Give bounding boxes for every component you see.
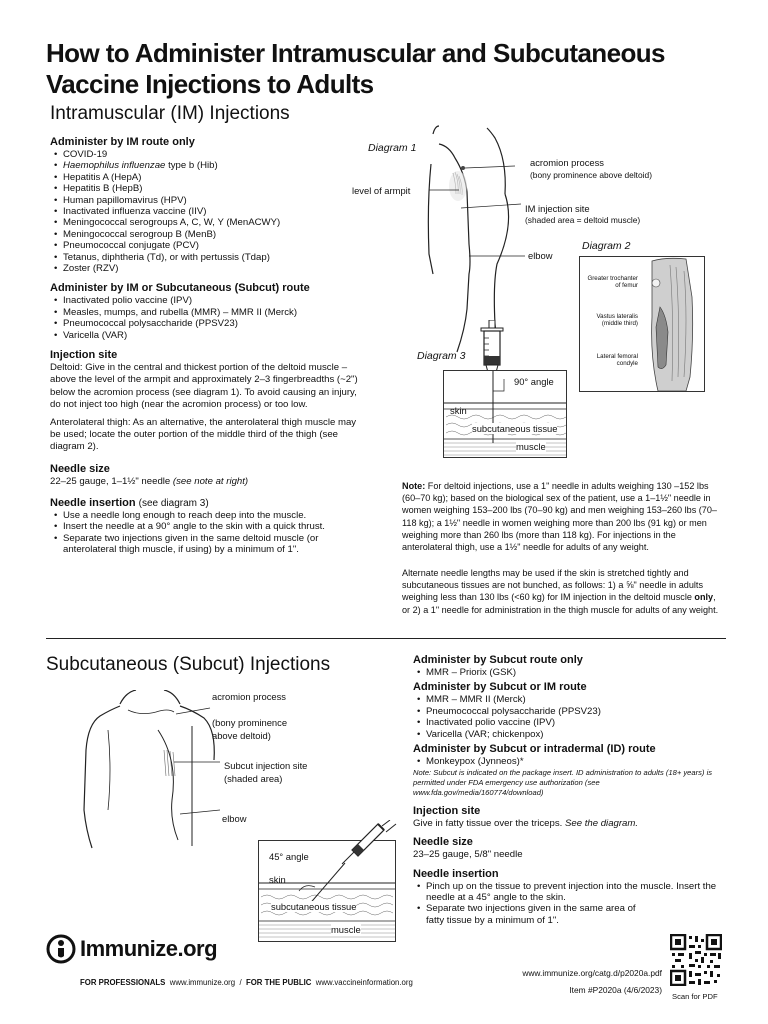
diagram-1-arm (425, 124, 525, 362)
subcut-arm-diagram (80, 690, 220, 850)
list-item: • Pneumococcal polysaccharide (PPSV23) (63, 318, 368, 329)
page-title: How to Administer Intramuscular and Subcutaneous Vaccine Injections to Adults (46, 38, 665, 99)
diagram-2-title: Diagram 2 (582, 240, 631, 252)
im-heading: Intramuscular (IM) Injections (50, 103, 290, 124)
list-item: • Hepatitis B (HepB) (63, 183, 368, 194)
sc-or-id-list (413, 756, 733, 767)
item-number: Item #P2020a (4/6/2023) (569, 985, 662, 995)
sc-insertion-heading: Needle insertion (413, 867, 499, 880)
sc-site-text: Give in fatty tissue over the triceps. (413, 818, 563, 830)
footer-links (80, 978, 413, 987)
sc-needle-size: 23–25 gauge, 5/8" needle (413, 849, 523, 861)
alt-text-1: Alternate needle lengths may be used if the skin is stretched tightly and subcutaneous tissues are not bunched, as follows: 1) a ⅝" needle in adults weighing less than 130 lbs (<60 kg) for IM injection in the deltoid muscle (402, 568, 703, 603)
sc-only-list (413, 667, 733, 678)
logo-text: Immunize.org (80, 936, 218, 961)
footer-sep: / (239, 978, 242, 987)
sc-only-heading: Administer by Subcut route only (413, 654, 583, 666)
section-divider (46, 638, 726, 639)
note-label: Note: (402, 481, 426, 491)
diagram-2-box (579, 256, 705, 392)
diagram-1-title: Diagram 1 (368, 142, 417, 154)
list-item: • Measles, mumps, and rubella (MMR) – MMR II (Merck) (63, 307, 368, 318)
sc-skin-label: skin (269, 874, 286, 885)
list-item: • Use a needle long enough to reach deep into the muscle. (63, 510, 368, 521)
d2-condyle-label: Lateral femoral condyle (596, 353, 638, 368)
public-label: FOR THE PUBLIC (245, 978, 312, 987)
im-needle-size-value: 22–25 gauge, 1–1½" needle (50, 475, 171, 487)
alt-only: only (694, 592, 714, 603)
im-insertion-list (50, 510, 368, 556)
list-item: • Pneumococcal polysaccharide (PPSV23) (426, 706, 733, 717)
d1-acromion-label: acromion process (530, 157, 604, 168)
list-item: • Tetanus, diphtheria (Td), or with pertussis (Tdap) (63, 252, 368, 263)
sc-angle-label: 45° angle (269, 851, 309, 862)
d3-subcut-label: subcutaneous tissue (472, 423, 558, 434)
qr-code-icon[interactable] (670, 934, 722, 986)
pro-label: FOR PROFESSIONALS (80, 978, 166, 987)
sc-muscle-label: muscle (331, 924, 361, 935)
sc-id-note: Note: Subcut is indicated on the package insert. ID administration to adults (18+ years) is permitted under FDA emergency use authorization (see www.fda.gov/media/160774/download) (413, 768, 713, 797)
list-item: • Human papillomavirus (HPV) (63, 195, 368, 206)
sc-site (413, 818, 733, 830)
sc-site-label: Subcut injection site (224, 760, 308, 771)
list-item: • Pneumococcal conjugate (PCV) (63, 240, 368, 251)
syringe-45-icon (336, 820, 400, 870)
im-alt-lengths (402, 567, 722, 616)
im-site-thigh: Anterolateral thigh: As an alternative, the anterolateral thigh muscle may be used; locate the outer portion of the middle third of the thigh (see diagram 2). (50, 416, 357, 453)
sc-site-see: See the diagram. (564, 818, 639, 830)
list-item: • Inactivated polio vaccine (IPV) (426, 717, 733, 728)
im-site-deltoid: Deltoid: Give in the central and thickest portion of the deltoid muscle – above the level of the armpit and approximately 2–3 fingerbreadths (~2") below the acromion process (see diagram 1). To avoid causing an injury, do not inject too high (near the acromion process) or too low. (50, 362, 358, 410)
catg-url[interactable]: www.immunize.org/catg.d/p2020a.pdf (522, 968, 662, 978)
list-item: • Hepatitis A (HepA) (63, 172, 368, 183)
list-item: • Pinch up on the tissue to prevent injection into the muscle. Insert the needle at a 45° angle to the skin. (426, 881, 726, 904)
diagram-3-title: Diagram 3 (417, 350, 466, 362)
d1-acromion-sub: (bony prominence above deltoid) (530, 170, 652, 180)
im-needle-size-heading: Needle size (50, 462, 110, 475)
im-site-heading: Injection site (50, 349, 118, 362)
im-needle-size (50, 476, 368, 488)
list-item: • MMR – MMR II (Merck) (426, 694, 733, 705)
d3-angle-label: 90° angle (514, 376, 554, 387)
sc-or-im-heading: Administer by Subcut or IM route (413, 681, 587, 694)
im-note (402, 480, 722, 553)
im-left-column (50, 136, 368, 560)
sc-acromion-label: acromion process (212, 691, 286, 702)
sc-or-im-list (413, 694, 733, 740)
list-item: • Monkeypox (Jynneos)* (426, 756, 733, 767)
alt-text-2: , or 2) a 1" needle for administration in the thigh muscle for adults of any weight. (402, 592, 719, 615)
d1-elbow-label: elbow (528, 250, 553, 261)
immunize-logo-icon (46, 934, 76, 964)
im-insertion-heading-text: Needle insertion (50, 496, 136, 509)
im-insertion-heading-note: (see diagram 3) (138, 497, 209, 509)
d1-site-sub: (shaded area = deltoid muscle) (525, 215, 641, 225)
list-item: • Insert the needle at a 90° angle to the skin with a quick thrust. (63, 521, 368, 532)
list-item: • Varicella (VAR) (63, 330, 368, 341)
d3-muscle-label: muscle (516, 441, 546, 452)
d2-greater-label: Greater trochanter of femur (587, 275, 638, 290)
d2-vastus-label: Vastus lateralis (middle third) (596, 313, 638, 328)
d1-armpit-label: level of armpit (352, 185, 411, 196)
im-or-sc-list (50, 295, 368, 341)
list-item: • Meningococcal serogroup B (MenB) (63, 229, 368, 240)
im-only-heading: Administer by IM route only (50, 136, 195, 148)
d3-skin-label: skin (450, 405, 467, 416)
sc-acromion-sub: (bony prominence above deltoid) (212, 717, 288, 741)
im-only-list (50, 149, 368, 274)
list-item: • Zoster (RZV) (63, 263, 368, 274)
note-text: For deltoid injections, use a 1" needle in adults weighing 130 –152 lbs (60–70 kg); based on the biological sex of the patient, use a 1–1½" needle in women weighing 153–200 lbs (70–90 kg) and men weighing 153–260 lbs (70–118 kg); a 1½" needle in women weighing more than 200 lbs (91 kg) or men weighing more than 260 lbs (more than 118 kg). For injections in the anterolateral thigh, use a 1½" needle for adults of any weight. (402, 481, 717, 553)
sc-heading: Subcutaneous (Subcut) Injections (46, 654, 331, 675)
public-url[interactable]: www.vaccineinformation.org (315, 978, 413, 987)
im-needle-size-note: (see note at right) (172, 475, 249, 487)
diagram-3-box (443, 370, 567, 458)
list-item: • Inactivated polio vaccine (IPV) (63, 295, 368, 306)
list-item: • Separate two injections given in the same area of fatty tissue by a minimum of 1". (426, 903, 641, 926)
immunize-logo (46, 934, 217, 964)
d1-site-label: IM injection site (525, 203, 590, 214)
pro-url[interactable]: www.immunize.org (169, 978, 236, 987)
list-item: • MMR – Priorix (GSK) (426, 667, 733, 678)
list-item: • Separate two injections given in the same deltoid muscle (or anterolateral thigh muscle, if using) by a minimum of 1". (63, 533, 368, 556)
sc-or-id-heading: Administer by Subcut or intradermal (ID) route (413, 743, 656, 756)
sc-site-heading: Injection site (413, 805, 481, 818)
qr-caption: Scan for PDF (672, 992, 718, 1001)
list-item: • COVID-19 (63, 149, 368, 160)
sc-elbow-label: elbow (222, 813, 247, 824)
list-item: • Meningococcal serogroups A, C, W, Y (MenACWY) (63, 217, 368, 228)
footer-meta (496, 965, 662, 999)
thigh-illustration (646, 257, 704, 391)
sc-right-column (413, 654, 733, 931)
list-item: • Haemophilus influenzae type b (Hib) (63, 160, 368, 171)
list-item: • Varicella (VAR; chickenpox) (426, 729, 733, 740)
sc-needle-size-heading: Needle size (413, 836, 473, 849)
im-insertion-heading (50, 497, 368, 509)
list-item: • Inactivated influenza vaccine (IIV) (63, 206, 368, 217)
sc-subcut-label: subcutaneous tissue (271, 901, 357, 912)
sc-insertion-list (413, 881, 726, 927)
im-or-sc-heading: Administer by IM or Subcutaneous (Subcut) route (50, 282, 310, 295)
sc-site-sub: (shaded area) (224, 773, 283, 784)
